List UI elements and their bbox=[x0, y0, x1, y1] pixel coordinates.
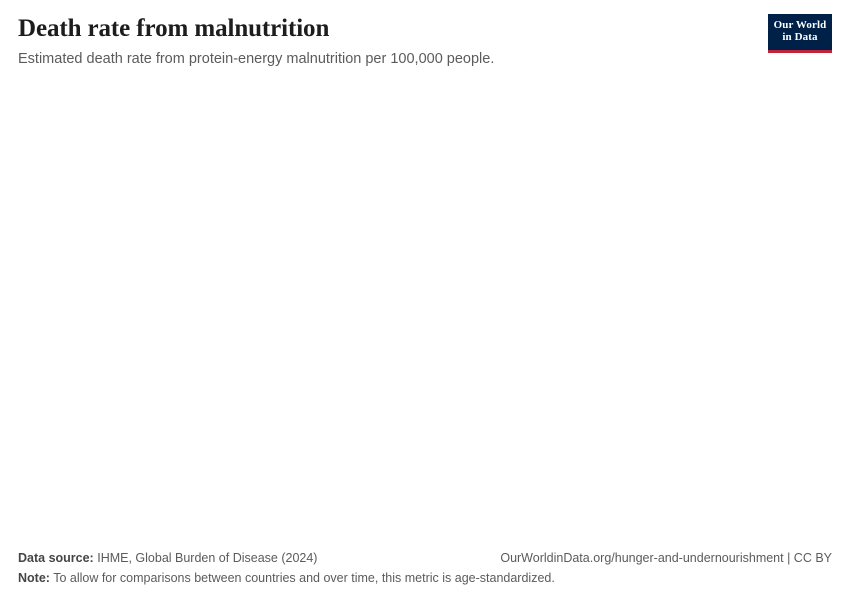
attribution-link[interactable]: OurWorldinData.org/hunger-and-undernourishment | CC BY bbox=[500, 550, 832, 565]
logo-line-2: in Data bbox=[782, 31, 818, 44]
chart-subtitle: Estimated death rate from protein-energy malnutrition per 100,000 people. bbox=[18, 51, 495, 67]
note-value: To allow for comparisons between countries and over time, this metric is age-standardized. bbox=[53, 571, 555, 586]
chart-plot-area[interactable] bbox=[18, 84, 832, 534]
data-source-label: Data source: bbox=[18, 550, 94, 565]
data-source bbox=[18, 549, 317, 568]
logo-line-1: Our World bbox=[773, 19, 827, 31]
chart-note bbox=[18, 569, 832, 588]
our-world-in-data-logo[interactable] bbox=[768, 14, 832, 53]
page-title: Death rate from malnutrition bbox=[18, 15, 330, 42]
chart-header bbox=[18, 0, 832, 70]
chart-footer bbox=[18, 549, 832, 589]
map-blank-region bbox=[18, 84, 832, 534]
footer-top-row bbox=[18, 549, 832, 568]
note-label: Note: bbox=[18, 571, 50, 586]
data-source-value: IHME, Global Burden of Disease (2024) bbox=[97, 550, 318, 565]
chart-canvas bbox=[18, 84, 832, 534]
